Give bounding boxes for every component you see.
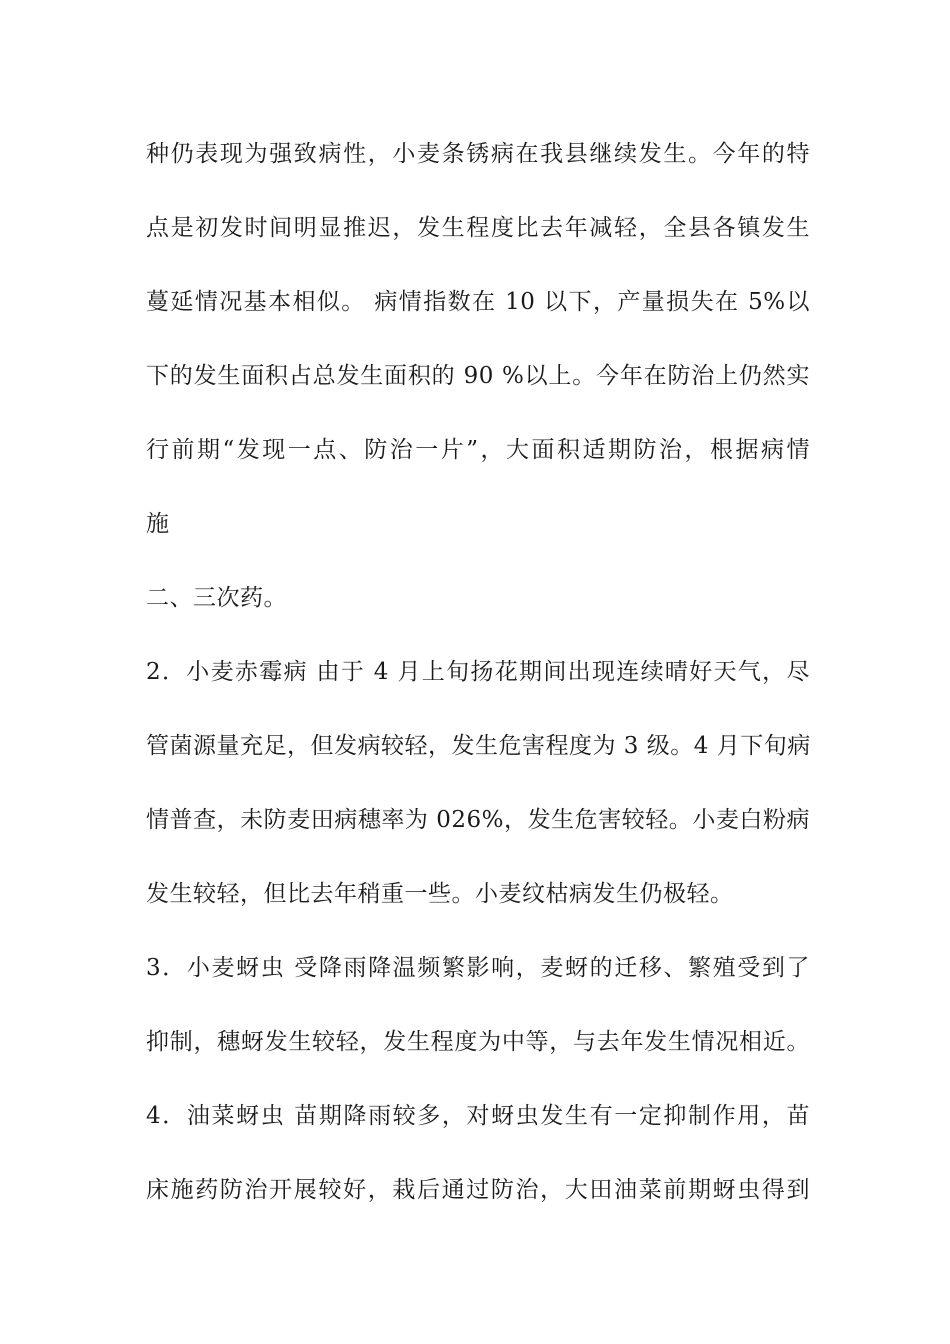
text-line: 蔓延情况基本相似。 病情指数在 10 以下，产量损失在 5%以 <box>146 289 810 315</box>
text-line: 点是初发时间明显推迟，发生程度比去年减轻，全县各镇发生 <box>146 215 810 241</box>
text-line: 二、三次药。 <box>146 585 287 611</box>
text-line: 种仍表现为强致病性，小麦条锈病在我县继续发生。今年的特 <box>146 141 810 167</box>
text-line: 施 <box>146 511 170 537</box>
text-line: 管菌源量充足，但发病较轻，发生危害程度为 3 级。4 月下旬病 <box>146 733 811 759</box>
text-line: 行前期“发现一点、防治一片”，大面积适期防治，根据病情 <box>146 437 810 463</box>
text-line: 4．油菜蚜虫 苗期降雨较多，对蚜虫发生有一定抑制作用，苗 <box>146 1103 810 1129</box>
text-line: 发生较轻，但比去年稍重一些。小麦纹枯病发生仍极轻。 <box>146 881 734 907</box>
text-line: 下的发生面积占总发生面积的 90 %以上。今年在防治上仍然实 <box>146 363 810 389</box>
text-line: 2．小麦赤霉病 由于 4 月上旬扬花期间出现连续晴好天气，尽 <box>146 659 810 685</box>
text-line: 情普查，未防麦田病穗率为 026%，发生危害较轻。小麦白粉病 <box>146 807 810 833</box>
text-line: 抑制，穗蚜发生较轻，发生程度为中等，与去年发生情况相近。 <box>146 1029 810 1055</box>
text-line: 3．小麦蚜虫 受降雨降温频繁影响，麦蚜的迁移、繁殖受到了 <box>146 955 810 981</box>
text-line: 床施药防治开展较好，栽后通过防治，大田油菜前期蚜虫得到 <box>146 1177 810 1203</box>
